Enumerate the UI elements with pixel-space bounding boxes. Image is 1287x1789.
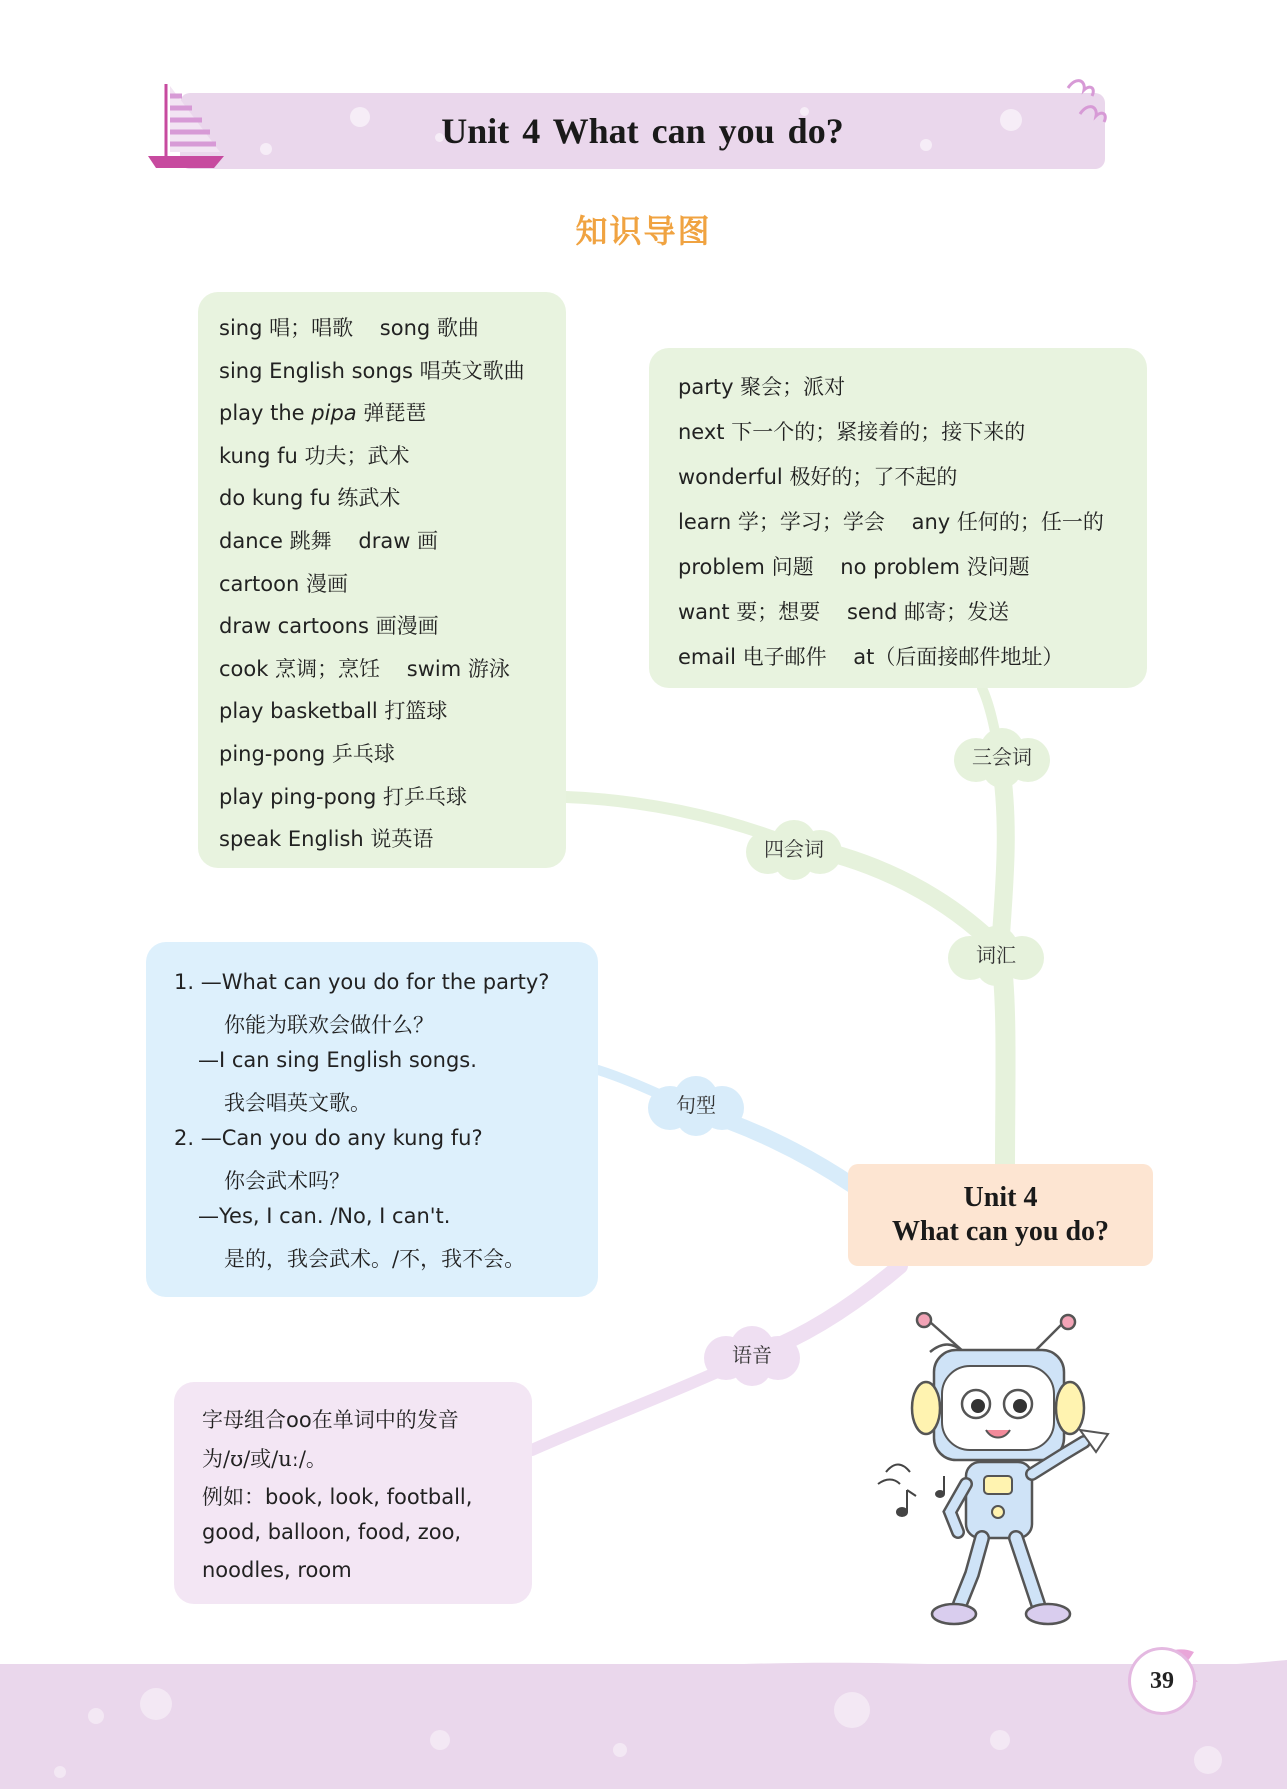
vocab-four-text: do kung fu [219, 486, 338, 511]
phonics-line [202, 1443, 327, 1473]
vocab-four-text: 歌曲 [436, 316, 479, 340]
vocab-four-line [219, 440, 410, 470]
wave-icon [1060, 74, 1120, 144]
sentences-text: —Yes, I can. /No, I can't. [198, 1204, 451, 1228]
vocab-three-text: 学；学习；学会 [737, 510, 885, 534]
vocab-three-text: 下一个的；紧接着的；接下来的 [731, 420, 1026, 444]
vocab-four-line [219, 482, 400, 512]
vocab-three-text: 任何的；任一的 [956, 510, 1104, 534]
vocab-four-text: dance [219, 529, 290, 553]
vocab-four-text: 游泳 [467, 656, 510, 681]
vocab-three-text: send [820, 600, 905, 624]
vocab-four-line [219, 610, 439, 640]
vocab-four-text: speak English [219, 827, 371, 852]
vocab-four-line [219, 695, 447, 725]
vocab-three-text: 要；想要 [736, 600, 821, 624]
vocab-three-text: 没问题 [966, 555, 1030, 579]
vocab-three-text: at [826, 645, 875, 669]
sentences-text: 1. —What can you do for the party? [174, 970, 550, 994]
vocab-four-text: 弹琵琶 [356, 401, 427, 426]
vocab-four-text: song [353, 316, 437, 340]
vocab-three-text: （后面接邮件地址） [874, 645, 1064, 669]
cloud-four-skill [738, 818, 850, 880]
phonics-line [202, 1520, 461, 1544]
vocab-four-text: play basketball [219, 699, 385, 724]
vocab-four-text: draw cartoons [219, 614, 376, 639]
vocab-four-line [219, 568, 348, 598]
sentences-line [198, 1204, 450, 1228]
sentences-line [224, 1009, 434, 1039]
page-number: 39 [1128, 1647, 1196, 1715]
sentences-line [224, 1243, 525, 1273]
vocab-three-line [678, 371, 845, 401]
phonics-text: 字母组合 [202, 1408, 286, 1432]
robot-character-icon [872, 1312, 1112, 1632]
vocab-four-text: 打乒乓球 [383, 784, 468, 809]
vocab-three-text: 聚会；派对 [740, 375, 846, 399]
vocab-four-line [219, 525, 438, 555]
vocab-four-text: 说英语 [370, 827, 434, 852]
cloud-three-skill [946, 726, 1058, 788]
vocab-three-text: 极好的；了不起的 [789, 465, 958, 489]
phonics-line [202, 1404, 459, 1434]
cloud-three-skill-label: 三会词 [972, 745, 1032, 769]
vocab-four-text: cook [219, 656, 276, 681]
vocab-four-text: 烹调；烹饪 [275, 656, 381, 681]
phonics-text: good, balloon, food, zoo, [202, 1519, 462, 1544]
vocab-four-line [219, 312, 479, 342]
phonics-line [202, 1481, 472, 1511]
vocab-four-text: draw [331, 529, 418, 553]
center-node [848, 1164, 1153, 1266]
vocab-four-text: 功夫；武术 [304, 443, 410, 468]
vocab-three-line [678, 596, 1009, 626]
vocab-four-text: play the [219, 401, 312, 426]
vocab-three-text: party [678, 375, 741, 399]
vocab-four-line [219, 781, 467, 811]
sentences-text: 是的，我会武术。/不，我不会。 [224, 1247, 526, 1271]
vocab-three-text: learn [678, 510, 738, 534]
sentences-text: 你会武术吗？ [224, 1169, 350, 1193]
vocab-four-text: sing [219, 316, 270, 340]
vocab-four-text: sing English songs [219, 358, 420, 383]
cloud-vocab-label: 词汇 [976, 943, 1016, 967]
cloud-sentence-label: 句型 [676, 1093, 716, 1117]
sentences-text: 2. —Can you do any kung fu? [174, 1126, 483, 1150]
vocab-four-text: swim [380, 656, 468, 681]
vocab-three-line [678, 506, 1104, 536]
sentences-text: 我会唱英文歌。 [224, 1091, 371, 1115]
vocab-three-line [678, 416, 1025, 446]
vocab-four-text: 跳舞 [289, 529, 332, 553]
vocab-three-text: 邮寄；发送 [904, 600, 1010, 624]
center-node-line1: Unit 4 [963, 1182, 1038, 1213]
vocab-four-text: 打篮球 [384, 699, 448, 724]
vocab-three-text: 问题 [771, 555, 814, 579]
cloud-phonics-label: 语音 [732, 1343, 772, 1367]
sentences-line [198, 1048, 477, 1072]
vocab-three-text: any [884, 510, 957, 534]
cloud-sentence [640, 1074, 752, 1136]
sentences-line [224, 1087, 371, 1117]
sentences-text: 你能为联欢会做什么？ [224, 1013, 434, 1037]
vocab-four-text: kung fu [219, 443, 305, 468]
phonics-text: book, look, football, [265, 1485, 473, 1509]
unit-title: Unit 4 What can you do? [441, 111, 844, 151]
vocab-four-text: ping-pong [219, 742, 332, 766]
vocab-four-text: 唱；唱歌 [269, 316, 354, 340]
phonics-text: 为/ʊ/或/uː/。 [202, 1446, 327, 1471]
sentences-line [174, 1126, 483, 1150]
vocab-three-line [678, 641, 1063, 671]
cloud-vocab [940, 924, 1052, 986]
vocab-three-text: email [678, 645, 743, 669]
vocab-four-line [219, 738, 395, 768]
vocab-four-text: play ping-pong [219, 784, 384, 809]
center-node-line2: What can you do? [891, 1216, 1110, 1247]
vocab-three-text: no problem [813, 555, 967, 579]
vocab-three-text: problem [678, 555, 772, 579]
vocab-four-text: 画漫画 [375, 614, 439, 639]
phonics-text: oo [286, 1408, 312, 1432]
sentences-line [174, 970, 549, 994]
vocab-four-text: 画 [417, 529, 439, 553]
vocab-four-line [219, 653, 510, 683]
vocab-three-text: wonderful [678, 465, 790, 489]
vocab-four-line [219, 823, 433, 853]
section-title: 知识导图 [575, 212, 712, 250]
sailboat-icon [146, 82, 226, 172]
sentences-line [224, 1165, 350, 1195]
vocab-three-text: 电子邮件 [742, 645, 827, 669]
cloud-phonics [696, 1324, 808, 1386]
vocab-four-text: 唱英文歌曲 [419, 358, 525, 383]
footer-bubbles [0, 1680, 1287, 1789]
vocab-four-text: cartoon [219, 571, 306, 596]
cloud-four-skill-label: 四会词 [764, 837, 824, 861]
phonics-line [202, 1558, 352, 1582]
phonics-text: 例如： [202, 1485, 265, 1509]
vocab-three-line [678, 461, 957, 491]
vocab-three-text: want [678, 600, 737, 624]
vocab-four-text: pipa [311, 401, 357, 426]
vocab-three-line [678, 551, 1030, 581]
vocab-four-text: 练武术 [337, 486, 401, 511]
vocab-four-line [219, 397, 426, 427]
phonics-text: 在单词中的发音 [311, 1408, 459, 1432]
vocab-four-text: 乒乓球 [331, 742, 395, 766]
phonics-text: noodles, room [202, 1558, 352, 1582]
header-banner [180, 93, 1105, 169]
vocab-three-text: next [678, 420, 732, 444]
vocab-four-text: 漫画 [305, 571, 348, 596]
vocab-four-line [219, 355, 525, 385]
sentences-text: —I can sing English songs. [198, 1048, 477, 1072]
